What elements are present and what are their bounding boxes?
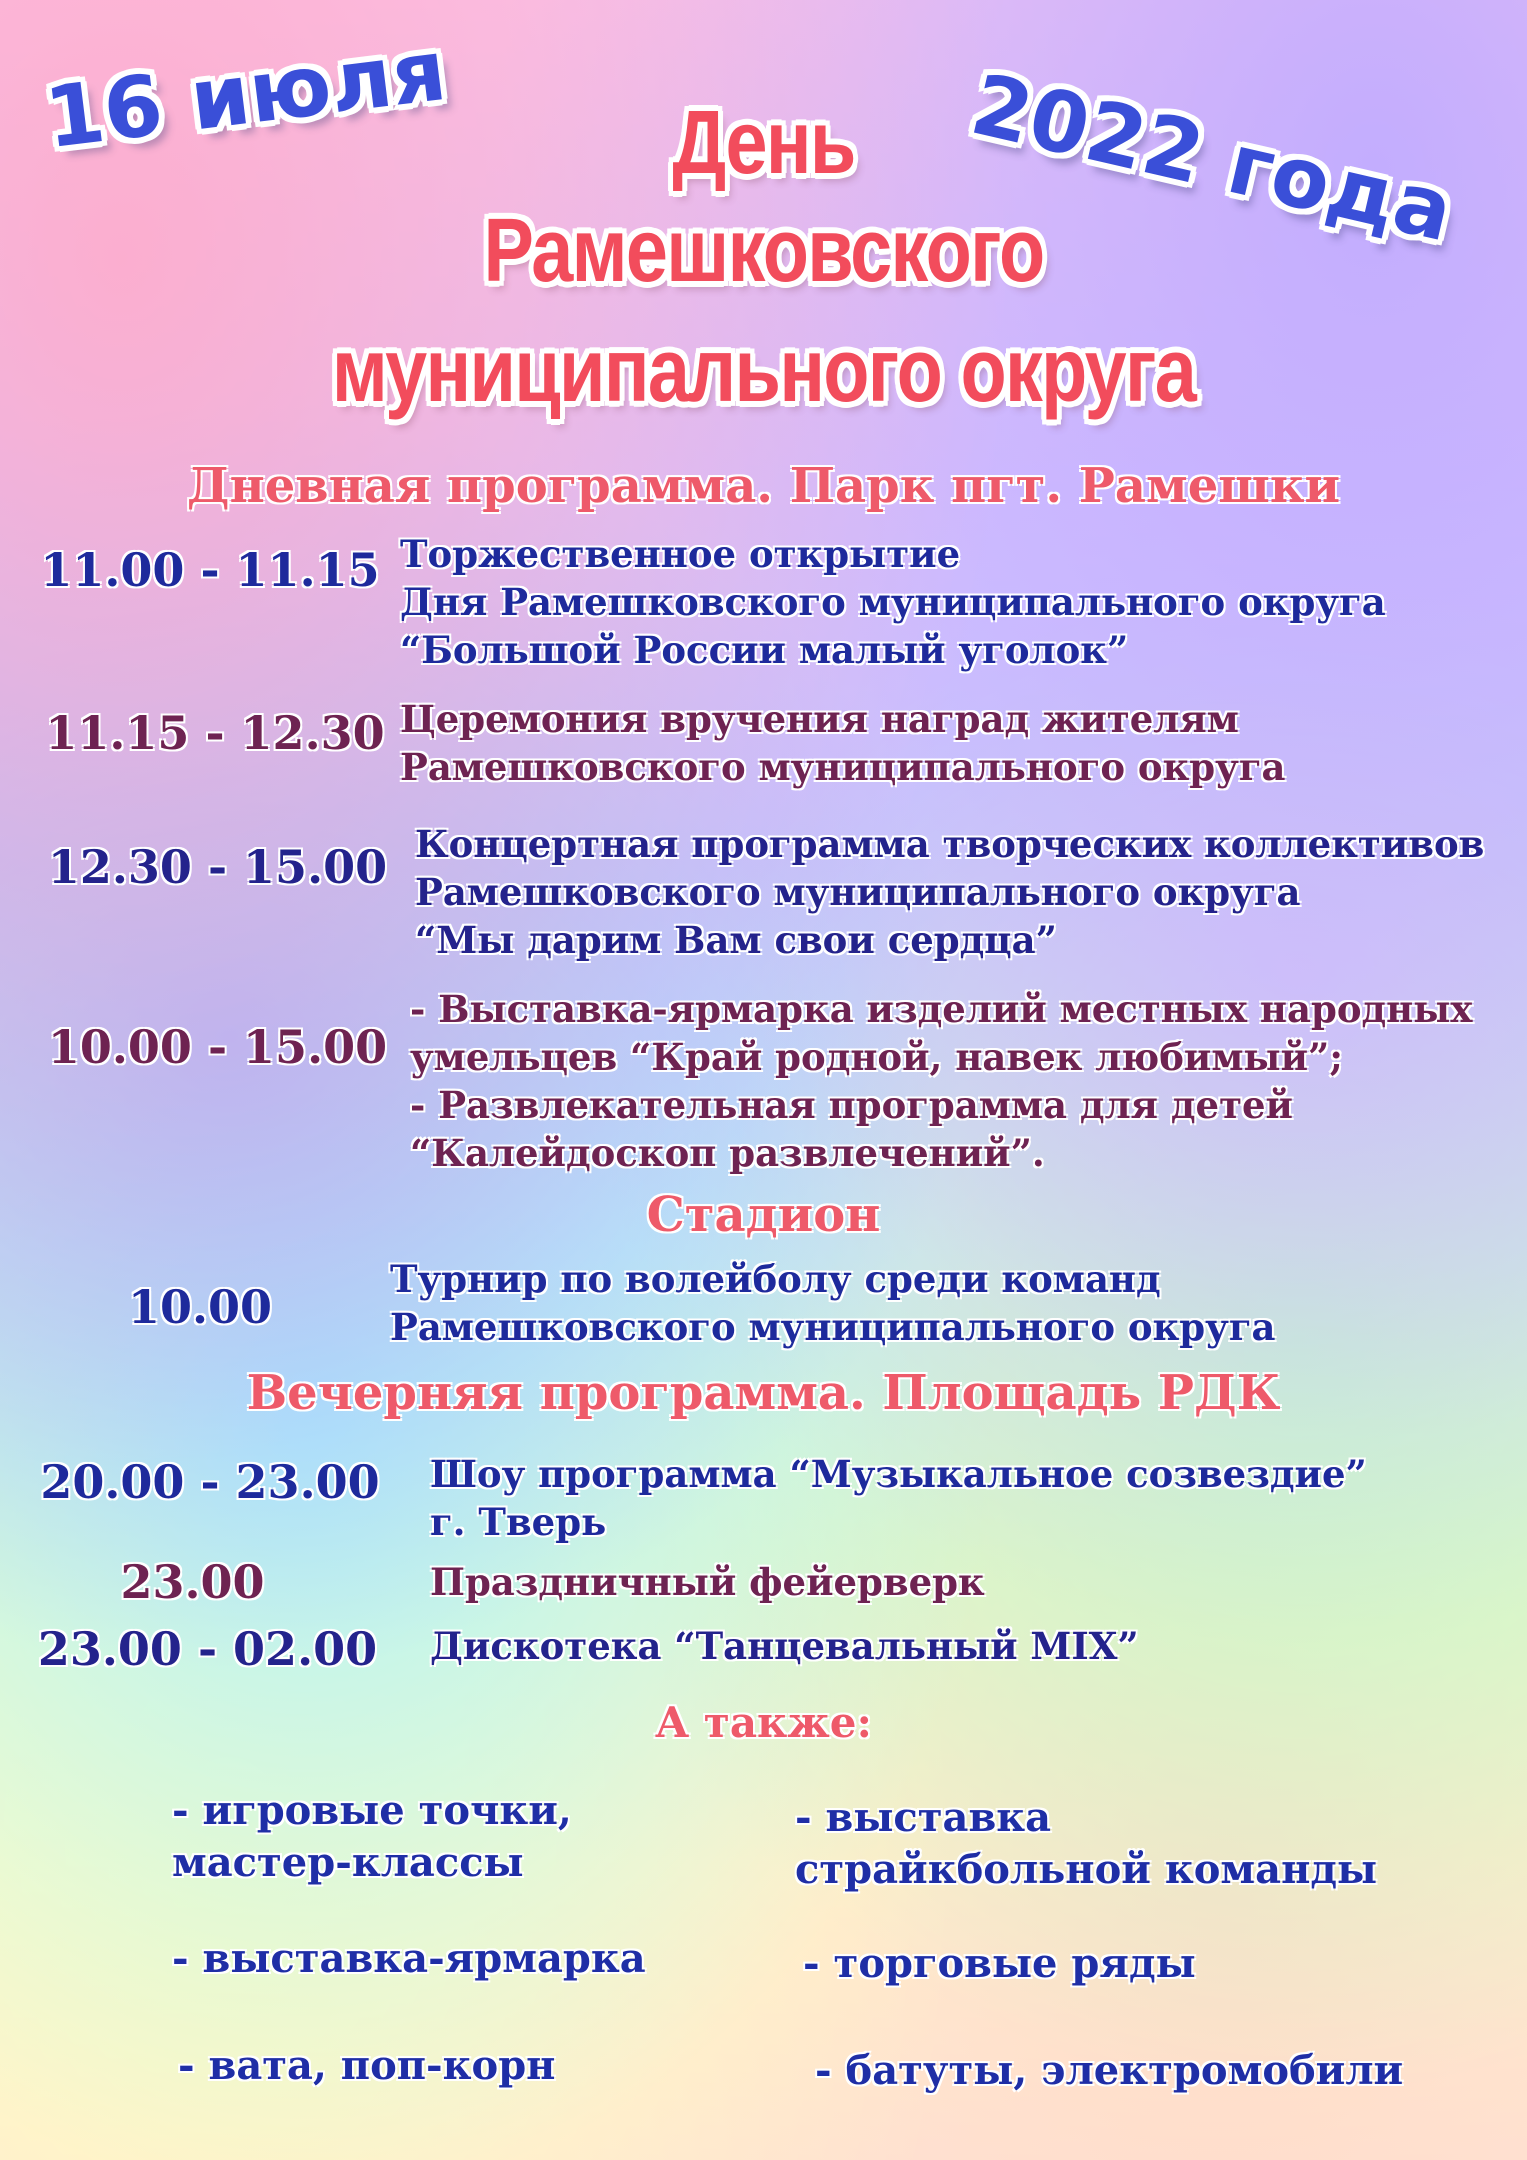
date-year: 2022 года bbox=[962, 55, 1462, 261]
event-description: Дискотека “Танцевальный MIX” bbox=[430, 1624, 1139, 1668]
event-description: Турнир по волейболу среди команд Рамешковского муниципального округа bbox=[390, 1257, 1276, 1349]
also-heading: А также: bbox=[654, 1698, 873, 1747]
event-description: - Выставка-ярмарка изделий местных народных умельцев “Край родной, навек любимый”; - Развлекательная программа для детей “Калейдоскоп развлечений”. bbox=[410, 987, 1473, 1175]
also-item: - вата, поп-корн bbox=[178, 2042, 556, 2089]
event-time: 23.00 - 02.00 bbox=[37, 1622, 378, 1676]
also-item: - игровые точки, мастер-классы bbox=[172, 1787, 572, 1886]
event-time: 10.00 bbox=[127, 1280, 273, 1334]
event-description: Праздничный фейерверк bbox=[430, 1560, 985, 1604]
event-description: Шоу программа “Музыкальное созвездие” г. Тверь bbox=[430, 1452, 1367, 1544]
also-item: - торговые ряды bbox=[803, 1940, 1196, 1987]
event-time: 10.00 - 15.00 bbox=[47, 1020, 388, 1074]
also-item: - выставка страйкбольной команды bbox=[795, 1794, 1378, 1893]
day-program-heading: Дневная программа. Парк пгт. Рамешки bbox=[186, 458, 1341, 514]
event-description: Торжественное открытие Дня Рамешковского муниципального округа “Большой России малый уголок” bbox=[400, 532, 1386, 672]
event-time: 23.00 bbox=[120, 1555, 265, 1609]
title-line-3: муниципального округа bbox=[331, 321, 1196, 421]
title-line-1: День bbox=[672, 93, 855, 193]
also-item: - выставка-ярмарка bbox=[172, 1935, 646, 1982]
stadium-heading: Стадион bbox=[646, 1187, 881, 1243]
event-description: Церемония вручения наград жителям Рамешковского муниципального округа bbox=[400, 697, 1286, 789]
evening-program-heading: Вечерняя программа. Площадь РДК bbox=[246, 1365, 1281, 1421]
also-item: - батуты, электромобили bbox=[815, 2047, 1404, 2094]
event-time: 11.15 - 12.30 bbox=[45, 706, 385, 760]
event-time: 20.00 - 23.00 bbox=[40, 1455, 380, 1509]
title-line-2: Рамешковского bbox=[483, 201, 1044, 301]
event-time: 12.30 - 15.00 bbox=[47, 840, 388, 894]
event-time: 11.00 - 11.15 bbox=[40, 543, 380, 597]
event-description: Концертная программа творческих коллективов Рамешковского муниципального округа “Мы дарим Вам свои сердца” bbox=[415, 822, 1485, 962]
date-day: 16 июля bbox=[40, 20, 452, 168]
